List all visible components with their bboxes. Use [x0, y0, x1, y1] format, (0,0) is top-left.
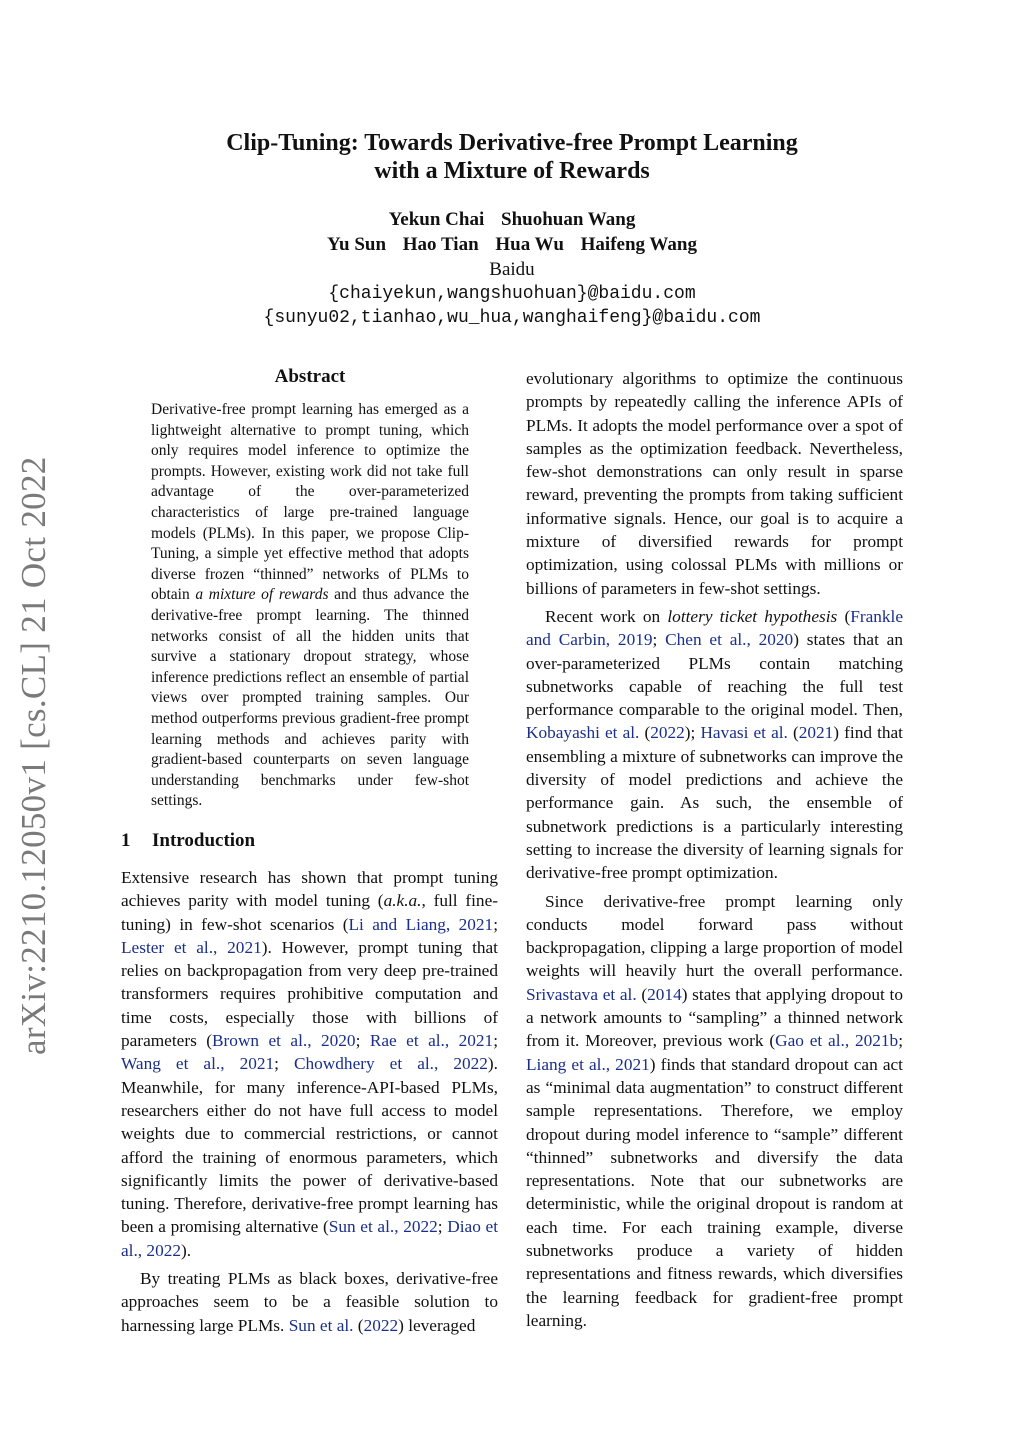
author-name: Hua Wu	[495, 234, 564, 255]
author-row-1	[0, 207, 1024, 232]
author-row-2	[0, 232, 1024, 257]
author-name: Yu Sun	[327, 234, 387, 255]
citation-link[interactable]: 2022	[650, 723, 685, 743]
section-heading-introduction	[121, 829, 255, 853]
intro-paragraph: evolutionary algorithms to optimize the continuous prompts by repeatedly calling the inference APIs of PLMs. It adopts the model performance over a spot of samples as the optimization feedback. Nevertheless, few-shot demonstrations can only result in sparse reward, preventing the prompts from taking sufficient informative signals. Hence, our goal is to acquire a mixture of diversified rewards for prompt optimization, using colossal PLMs with millions or billions of parameters in few-shot settings.	[526, 369, 903, 598]
citation-link[interactable]: Havasi et al.	[700, 723, 788, 743]
citation-link[interactable]: Liang et al., 2021	[526, 1054, 650, 1074]
left-column	[121, 866, 498, 1337]
citation-link[interactable]: 2022	[363, 1315, 399, 1335]
citation-link[interactable]: Brown et al., 2020	[212, 1031, 356, 1051]
citation-link[interactable]: 2021	[798, 723, 834, 743]
citation-link[interactable]: Chen et al., 2020	[665, 630, 794, 650]
intro-paragraph: Extensive research has shown that prompt tuning achieves parity with model tuning (a.k.a., full fine-tuning) in few-shot scenarios (Li and Liang, 2021; Lester et al., 2021). However, prompt tuning that relies on backpropagation from very deep pre-trained transformers requires prohibitive computation and time costs, especially those with billions of parameters (Brown et al., 2020; Rae et al., 2021; Wang et al., 2021; Chowdhery et al., 2022). Meanwhile, for many inference-API-based PLMs, researchers either do not have full access to model weights due to commercial restrictions, or cannot afford the training of enormous parameters, which significantly limits the power of derivative-based tuning. Therefore, derivative-free prompt learning has been a promising alternative (Sun et al., 2022; Diao et al., 2022).	[121, 868, 499, 1260]
author-name: Yekun Chai	[388, 209, 485, 230]
citation-link[interactable]: Srivastava et al.	[526, 984, 637, 1004]
paper-title	[0, 129, 1024, 185]
citation-link[interactable]: Rae et al., 2021	[369, 1031, 494, 1051]
right-column	[526, 367, 903, 1332]
citation-link[interactable]: Lester et al., 2021	[121, 937, 262, 957]
author-name: Hao Tian	[402, 234, 479, 255]
email-line-2: {sunyu02,tianhao,wu_hua,wanghaifeng}@baidu.com	[263, 308, 761, 328]
citation-link[interactable]: Sun et al., 2022	[328, 1217, 438, 1237]
citation-link[interactable]: Diao et al., 2022	[121, 1217, 498, 1260]
citation-link[interactable]: Kobayashi et al.	[526, 723, 640, 743]
affiliation: Baidu	[489, 259, 535, 280]
citation-link[interactable]: Chowdhery et al., 2022	[294, 1054, 488, 1074]
citation-link[interactable]: Sun et al.	[288, 1315, 354, 1335]
section-title: Introduction	[152, 830, 256, 851]
author-name: Haifeng Wang	[580, 234, 697, 255]
citation-link[interactable]: Li and Liang, 2021	[348, 914, 494, 934]
title-line-2: with a Mixture of Rewards	[374, 158, 650, 184]
abstract-section	[151, 365, 469, 812]
citation-link[interactable]: 2014	[647, 984, 682, 1004]
arxiv-identifier-stamp: arXiv:2210.12050v1 [cs.CL] 21 Oct 2022	[14, 456, 53, 1055]
citation-link[interactable]: Frankle and Carbin, 2019	[526, 606, 903, 650]
section-number: 1	[121, 830, 131, 851]
title-line-1: Clip-Tuning: Towards Derivative-free Prompt Learning	[226, 130, 798, 156]
intro-paragraph: Since derivative-free prompt learning only conducts model forward pass without backpropagation, clipping a large proportion of model weights will heavily hurt the overall performance. Srivastava et al. (2014) states that applying dropout to a network amounts to “sampling” a thinned network from it. Moreover, previous work (Gao et al., 2021b; Liang et al., 2021) finds that standard dropout can act as “minimal data augmentation” to construct different sample representations. Therefore, we employ dropout during model inference to “sample” different “thinned” subnetworks and diversify the data representations. Note that our subnetworks are deterministic, while the original dropout is random at each time. For each training example, diverse subnetworks produce a variety of hidden representations and fitness rewards, which diversifies the learning feedback for gradient-free prompt learning.	[526, 891, 903, 1330]
author-name: Shuohuan Wang	[501, 209, 636, 230]
intro-paragraph: By treating PLMs as black boxes, derivative-free approaches seem to be a feasible solution to harnessing large PLMs. Sun et al. (2022) leveraged	[121, 1269, 498, 1335]
citation-link[interactable]: Wang et al., 2021	[121, 1054, 275, 1074]
email-line-1: {chaiyekun,wangshuohuan}@baidu.com	[328, 284, 696, 304]
author-block	[0, 207, 1024, 330]
intro-paragraph: Recent work on lottery ticket hypothesis (Frankle and Carbin, 2019; Chen et al., 2020) states that an over-parameterized PLMs contain matching subnetworks capable of reaching the full test performance comparable to the original model. Then, Kobayashi et al. (2022); Havasi et al. (2021) find that ensembling a mixture of subnetworks can improve the diversity of model predictions and achieve the performance gain. As such, the ensemble of subnetwork predictions is a particularly interesting setting to increase the diversity of learning signals for derivative-free prompt optimization.	[526, 606, 903, 883]
abstract-text: Derivative-free prompt learning has emerged as a lightweight alternative to prompt tuning, which only requires model inference to optimize the prompts. However, existing work did not take full advantage of the over-parameterized characteristics of large pre-trained language models (PLMs). In this paper, we propose Clip-Tuning, a simple yet effective method that adopts diverse frozen “thinned” networks of PLMs to obtain a mixture of rewards and thus advance the derivative-free prompt learning. The thinned networks consist of all the hidden units that survive a stationary dropout strategy, whose inference predictions reflect an ensemble of partial views over prompted training samples. Our method outperforms previous gradient-free prompt learning methods and achieves parity with gradient-based counterparts on seven language understanding benchmarks under few-shot settings.	[151, 401, 470, 810]
citation-link[interactable]: Gao et al., 2021b	[775, 1031, 899, 1051]
abstract-heading: Abstract	[274, 366, 346, 387]
